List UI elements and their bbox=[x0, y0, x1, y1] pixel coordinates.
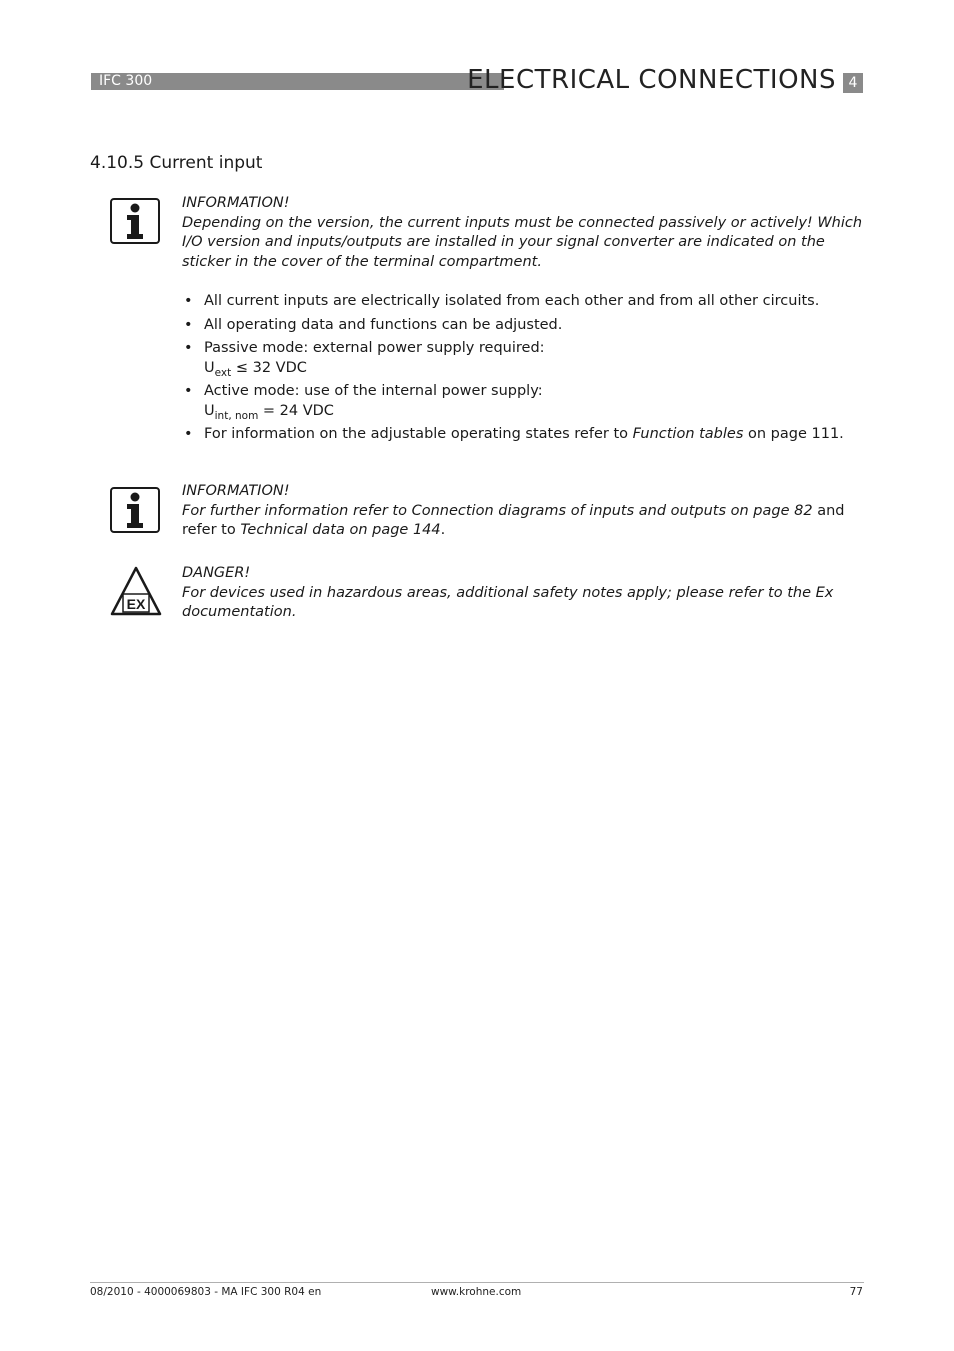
ex-label: EX bbox=[126, 596, 146, 612]
footer-document-id: 08/2010 - 4000069803 - MA IFC 300 R04 en bbox=[90, 1286, 322, 1298]
information-icon bbox=[110, 198, 160, 244]
information-note bbox=[182, 194, 868, 272]
feature-list bbox=[182, 292, 868, 449]
information-icon bbox=[110, 487, 160, 533]
note-heading: DANGER! bbox=[182, 565, 251, 581]
note-heading: INFORMATION! bbox=[182, 195, 290, 211]
list-item: • Passive mode: external power supply required: $U_{ext} \le 32$ VDC bbox=[182, 339, 868, 378]
function-tables-reference: Function tables bbox=[632, 426, 744, 442]
list-item: • Active mode: use of the internal power supply: $U_{int, nom} = 24$ VDC bbox=[182, 382, 868, 421]
ex-warning-icon bbox=[110, 566, 160, 612]
technical-data-reference: Technical data on page 144 bbox=[240, 522, 441, 538]
note-text: Depending on the version, the current inputs must be connected passively or actively! Which I/O version and inputs/outputs are installed in your signal converter are indicated on the sticker in the cover of the terminal compartment. bbox=[182, 214, 863, 270]
information-note: INFORMATION! For further information refer to Connection diagrams of inputs and outputs on page 82 and refer to Technical data on page 144. bbox=[182, 482, 868, 541]
danger-note bbox=[182, 564, 868, 623]
header-section-title: ELECTRICAL CONNECTIONS bbox=[467, 65, 836, 95]
list-item: • All operating data and functions can be adjusted. bbox=[182, 316, 868, 336]
list-item: • All current inputs are electrically isolated from each other and from all other circuits. bbox=[182, 292, 868, 312]
section-title: 4.10.5 Current input bbox=[90, 153, 263, 173]
header-product-name: IFC 300 bbox=[99, 73, 153, 89]
chapter-number-badge: 4 bbox=[843, 73, 863, 93]
header-bar bbox=[91, 73, 504, 90]
footer-website: www.krohne.com bbox=[431, 1286, 522, 1298]
list-item: • For information on the adjustable operating states refer to Function tables on page 111. bbox=[182, 425, 868, 445]
connection-diagrams-reference: For further information refer to Connection diagrams of inputs and outputs on page 82 bbox=[182, 502, 813, 519]
note-text: For devices used in hazardous areas, additional safety notes apply; please refer to the Ex documentation. bbox=[182, 584, 834, 620]
page-number: 77 bbox=[849, 1286, 863, 1298]
footer-divider bbox=[90, 1282, 864, 1283]
note-heading: INFORMATION! bbox=[182, 483, 290, 499]
